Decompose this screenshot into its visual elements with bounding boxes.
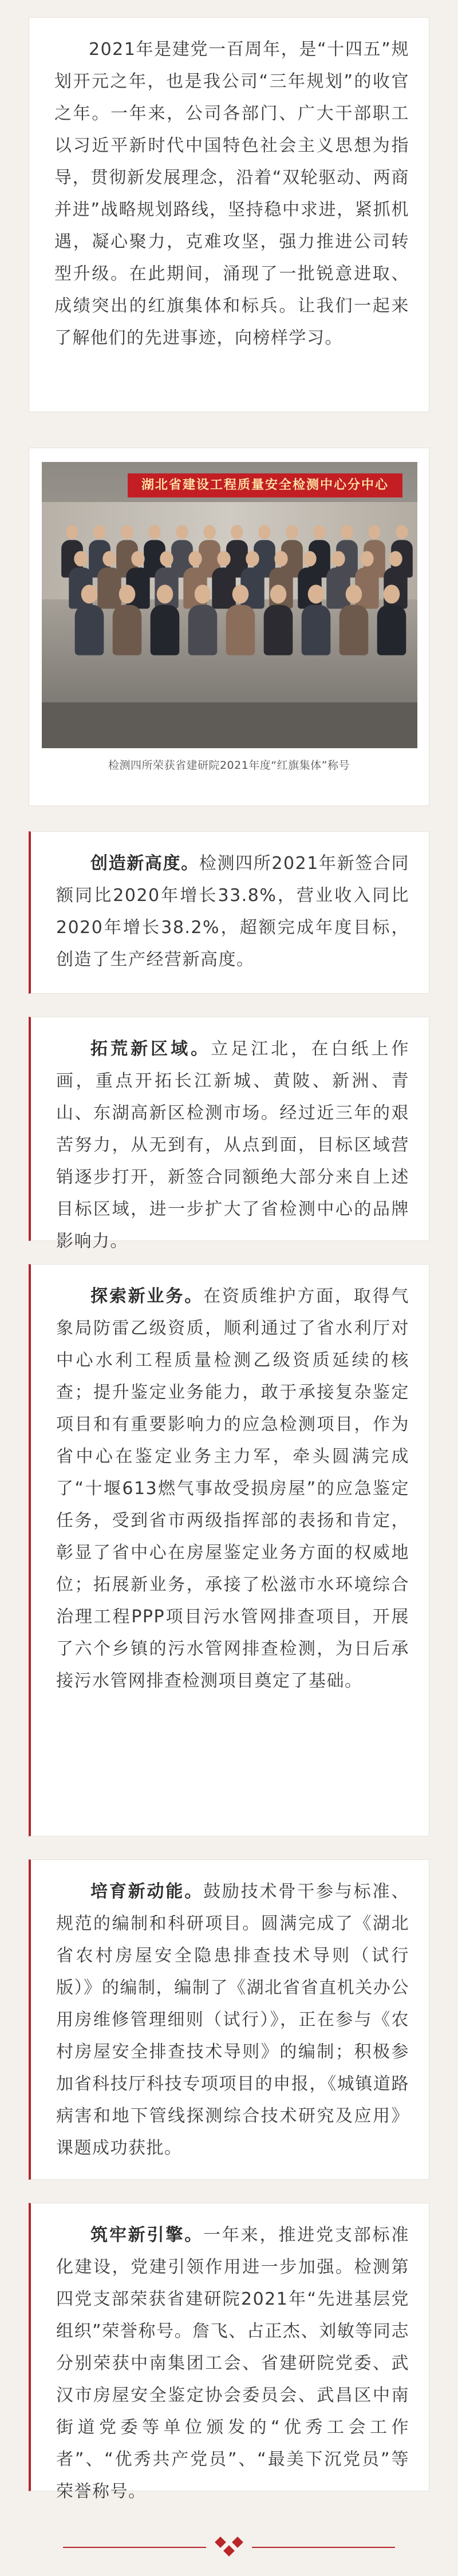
person-head	[93, 525, 105, 539]
person-head	[148, 525, 160, 539]
section-heading: 培育新动能。	[90, 1882, 204, 1902]
person-head	[203, 525, 215, 539]
person-head	[121, 525, 133, 539]
person-head	[131, 551, 144, 567]
person-body	[151, 605, 180, 655]
person-head	[217, 551, 230, 567]
photo-card	[29, 448, 429, 806]
person-head	[270, 584, 287, 603]
person-head	[331, 551, 345, 567]
person-head	[176, 525, 188, 539]
section-card	[29, 1859, 429, 2180]
section-body: 立足江北，在白纸上作画，重点开拓长江新城、黄陂、新洲、青山、东湖高新区检测市场。经过近三年的艰苦努力，从无到有，从点到面，目标区域营销逐步打开，新签合同额绝大部分来自上述目标区域，进一步扩大了省检测中心的品牌影响力。	[56, 1039, 410, 1251]
person-head	[231, 525, 243, 539]
group-photo	[42, 462, 417, 748]
person-head	[258, 525, 270, 539]
intro-paragraph: 2021年是建党一百周年，是“十四五”规划开元之年，也是我公司“三年规划”的收官之年。一年来，公司各部门、广大干部职工以习近平新时代中国特色社会主义思想为指导，贯彻新发展理念，沿着“双轮驱动、两商并进”战略规划路线，坚持稳中求进，紧抓机遇，凝心聚力，克难攻坚，强力推进公司转型升级。在此期间，涌现了一批锐意进取、成绩突出的红旗集体和标兵。让我们一起来了解他们的先进事迹，向榜样学习。	[54, 39, 409, 348]
person-head	[368, 525, 380, 539]
person-head	[102, 551, 116, 567]
person-body	[302, 605, 331, 655]
photo-person	[302, 584, 331, 655]
person-head	[308, 584, 325, 603]
person-head	[119, 584, 136, 603]
person-head	[341, 525, 353, 539]
photo-person	[339, 584, 369, 655]
photo-person	[264, 584, 293, 655]
person-head	[286, 525, 298, 539]
person-head	[396, 525, 408, 539]
person-body	[113, 605, 142, 655]
section-heading: 筑牢新引擎。	[90, 2225, 204, 2245]
person-head	[274, 551, 287, 567]
photo-floor	[42, 702, 417, 748]
section-card	[29, 1017, 429, 1251]
section-paragraph	[56, 1281, 409, 1697]
person-body	[264, 605, 293, 655]
person-head	[360, 551, 373, 567]
section-card	[29, 2203, 429, 2502]
ornament-line-left	[63, 2547, 206, 2548]
footer-ornament	[0, 2530, 458, 2565]
person-body	[339, 605, 369, 655]
person-body	[226, 605, 255, 655]
section-paragraph	[56, 1876, 409, 2164]
photo-person	[113, 584, 142, 655]
photo-banner: 湖北省建设工程质量安全检测中心分中心	[128, 473, 402, 497]
section-body: 一年来，推进党支部标准化建设，党建引领作用进一步加强。检测第四党支部荣获省建研院2021年“先进基层党组织”荣誉称号。詹飞、占正杰、刘敏等同志分别荣获中南集团工会、省建研院党委、武汉市房屋安全鉴定协会委员会、武昌区中南街道党委等单位颁发的“优秀工会工作者”、“优秀共产党员”、“最美下沉党员”等荣誉称号。	[56, 2225, 409, 2502]
section-body: 检测四所2021年新签合同额同比2020年增长33.8%，营业收入同比2020年增长38.2%，超额完成年度目标，创造了生产经营新高度。	[56, 854, 409, 970]
photo-person	[188, 584, 218, 655]
person-body	[75, 605, 104, 655]
person-head	[66, 525, 78, 539]
person-head	[313, 525, 325, 539]
section-body: 鼓励技术骨干参与标准、规范的编制和科研项目。圆满完成了《湖北省农村房屋安全隐患排查技术导则（试行版）》的编制，编制了《湖北省省直机关办公用房维修管理细则（试行）》，正在参与《农村房屋安全排查技术导则》的编制；积极参加省科技厅科技专项项目的申报，《城镇道路病害和地下管线探测综合技术研究及应用》课题成功获批。	[56, 1882, 409, 2158]
person-head	[303, 551, 316, 567]
section-paragraph	[56, 848, 409, 976]
person-body	[377, 605, 406, 655]
ornament-line-right	[252, 2547, 395, 2548]
person-head	[195, 584, 211, 603]
person-head	[74, 551, 87, 567]
section-heading: 拓荒新区域。	[90, 1039, 211, 1059]
person-head	[232, 584, 249, 603]
person-head	[384, 584, 400, 603]
section-body: 在资质维护方面，取得气象局防雷乙级资质，顺利通过了省水利厅对中心水利工程质量检测乙级资质延续的核查；提升鉴定业务能力，敢于承接复杂鉴定项目和有重要影响力的应急检测项目，作为省中心在鉴定业务主力军，牵头圆满完成了“十堰613燃气事故受损房屋”的应急鉴定任务，受到省市两级指挥部的表扬和肯定，彰显了省中心在房屋鉴定业务方面的权威地位；拓展新业务，承接了松滋市水环境综合治理工程PPP项目污水管网排查项目，开展了六个乡镇的污水管网排查检测，为日后承接污水管网排查检测项目奠定了基础。	[56, 1286, 409, 1691]
ornament-diamond-icon	[215, 2537, 226, 2548]
person-body	[188, 605, 218, 655]
section-heading: 创造新高度。	[90, 854, 199, 874]
section-paragraph	[56, 1033, 409, 1258]
section-card	[29, 831, 429, 994]
section-paragraph	[56, 2219, 409, 2508]
intro-card	[29, 17, 429, 412]
person-head	[346, 584, 362, 603]
person-head	[81, 584, 98, 603]
photo-person	[151, 584, 180, 655]
photo-person	[226, 584, 255, 655]
person-head	[246, 551, 259, 567]
photo-person	[75, 584, 104, 655]
person-head	[157, 584, 173, 603]
photo-caption: 检测四所荣获省建研院2021年度“红旗集体”称号	[108, 759, 350, 772]
section-card	[29, 1264, 429, 1836]
person-head	[389, 551, 402, 567]
person-head	[160, 551, 173, 567]
ornament-diamond-icon	[223, 2545, 235, 2557]
person-head	[188, 551, 202, 567]
ornament-diamond-icon	[232, 2537, 243, 2548]
section-heading: 探索新业务。	[90, 1286, 204, 1306]
photo-person	[377, 584, 406, 655]
